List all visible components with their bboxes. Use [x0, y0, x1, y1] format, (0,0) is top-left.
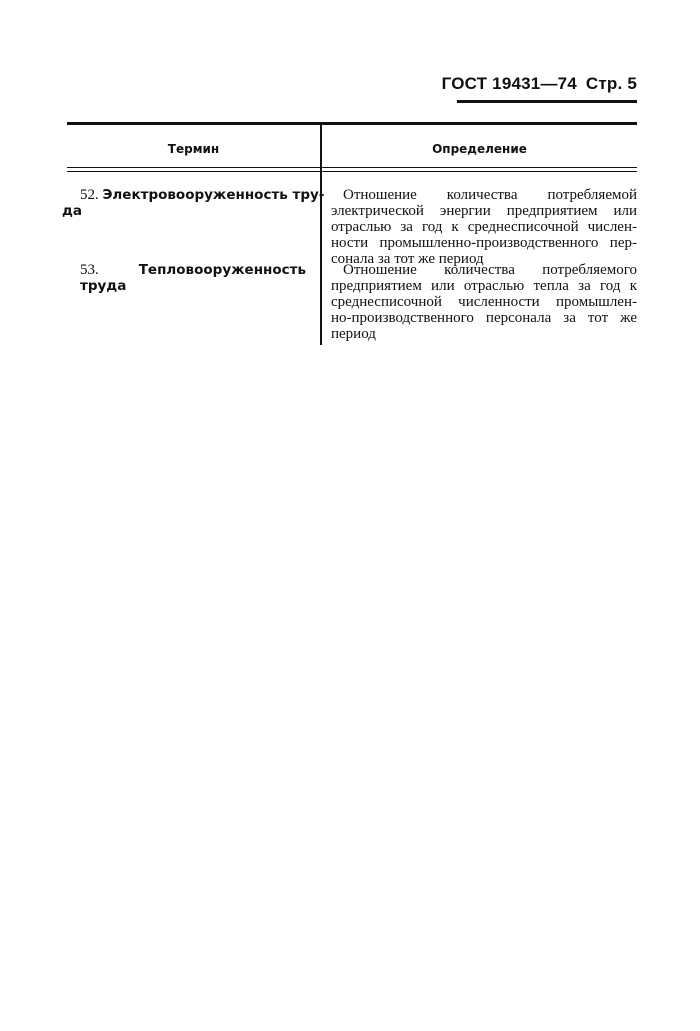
column-header-term: Термин — [167, 142, 220, 156]
term-name: Электровооруженность тру- — [102, 187, 325, 203]
page-header — [442, 74, 637, 94]
definition-line: предприятием или отраслью тепла за год к — [331, 278, 637, 294]
definition-line: электрической энергии предприятием или — [331, 203, 637, 219]
definition-line: период — [331, 326, 376, 342]
definition-line: Отношение количества потребляемой — [343, 187, 637, 203]
table-row-definition — [331, 187, 637, 267]
term-name: Тепловооруженность труда — [80, 262, 306, 294]
page-number: Стр. 5 — [585, 74, 637, 93]
table-top-rule — [67, 122, 637, 125]
header-bottom-rule — [67, 167, 637, 168]
header-rule — [457, 100, 637, 103]
document-code: ГОСТ 19431—74 — [441, 74, 577, 93]
definition-line: отраслью за год к среднесписочной числен- — [331, 219, 637, 235]
table-row-term — [80, 262, 306, 294]
header-bottom-rule-2 — [67, 171, 637, 172]
definition-line: ности промышленно-производственного пер- — [331, 235, 637, 251]
definition-line: среднесписочной численности промышлен- — [331, 294, 637, 310]
column-header-definition: Определение — [432, 142, 527, 156]
term-name-continuation: да — [62, 203, 83, 219]
definition-line: Отношение количества потребляемого — [343, 262, 637, 278]
table-row-term — [62, 187, 325, 219]
column-divider — [320, 125, 322, 345]
term-number: 52. — [80, 187, 99, 203]
definition-line: но-производственного персонала за тот же — [331, 310, 637, 326]
definition-line: сонала за тот же период — [331, 251, 484, 267]
table-row-definition — [331, 262, 637, 342]
term-number: 53. — [80, 262, 99, 278]
